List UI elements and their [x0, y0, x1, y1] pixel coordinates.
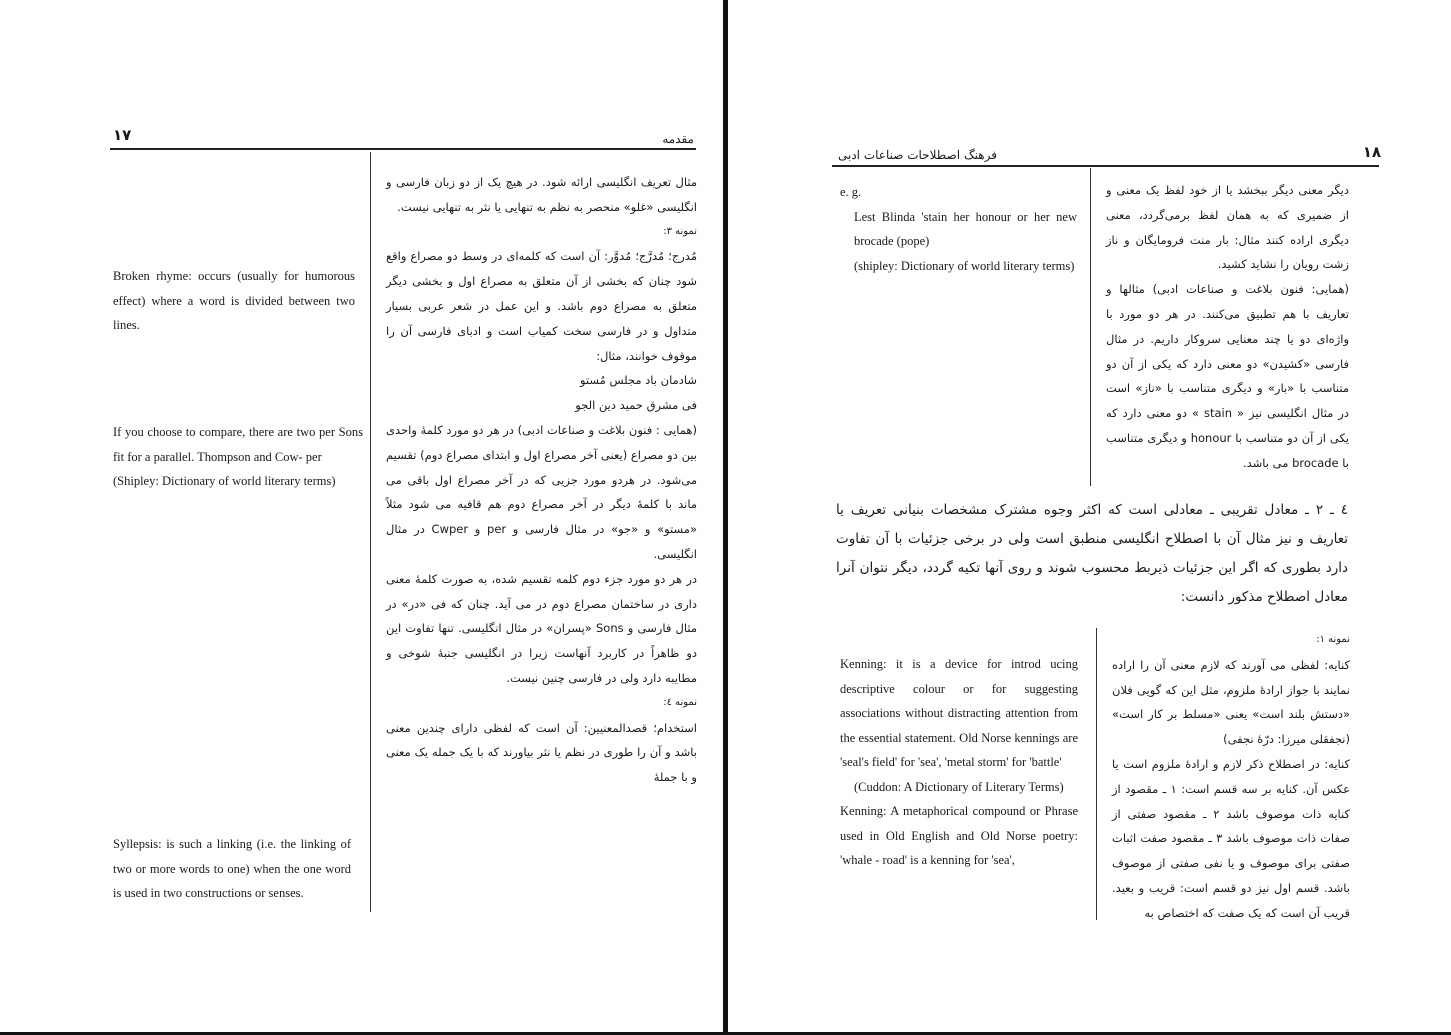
section-paragraph: ٤ ـ ۲ ـ معادل تقریبی ـ معادلی است که اکثر وجوه مشترک مشخصات بنیانی تعریف یا تعاریف و نیز مثال آن با اصطلاح انگلیسی منطبق است ولی در برخی جزئیات با آن تفاوت دارد بطوری که اگر این جزئیات ذیربط محسوب شوند و روی آنها تکیه گردد، دیگر نتوان آنرا معادل اصطلاح مذکور دانست: [836, 502, 1348, 605]
running-head: مقدمه [662, 132, 694, 146]
english-example: Lest Blinda 'stain her honour or her new brocade (pope) [854, 209, 1077, 248]
persian-paragraph: (همایی : فنون بلاغت و صناعات ادبی) در هر دو مورد کلمهٔ واحدی بین دو مصراع (یعنی آخر مصراع اول و ابتدای مصراع دوم) تقسیم می‌شود. در هردو مورد جزیی که در آخر مصراع اول باقی می ماند با کلمهٔ دیگر در آخر مصراع دوم هم قافیه می شود مثلاً «مستو» و «جو» در مثال فارسی و per و Cwper در مثال انگلیسی. [386, 422, 697, 561]
page-number: ۱۷ [113, 126, 132, 144]
header-rule [832, 165, 1379, 167]
persian-paragraph: مُدرج؛ مُدرَّج؛ مُدوَّر: آن است که کلمه‌ای در وسط دو مصراع واقع شود چنان که بخشی از آن متعلق به مصراع اول و بخشی دیگر متعلق به مصراع دوم باشد. و این عمل در شعر عربی بسیار متداول و در فارسی سخت کمیاب است و ادبای فارسی آن را موقوف خوانند، مثال: [386, 249, 697, 363]
verse-line: فی مشرق حمید دین الجو [575, 398, 697, 413]
persian-paragraph: کنایه: لفظی می آورند که لازم معنی آن را اراده نمایند با جواز ارادهٔ ملزوم، مثل این که گویی فلان «دستش بلند است» یعنی «مسلط بر کار است» (نجفقلی میرزا: درّهٔ نجفی) [1112, 657, 1350, 747]
verse-line: شادمان باد مجلس مُستو [579, 373, 697, 388]
english-notes-column [113, 420, 363, 494]
persian-top-column [1106, 178, 1349, 476]
english-note: Kenning: A metaphorical compound or Phrase used in Old English and Old Norse poetry: 'whale - road' is a kenning for 'sea', [840, 804, 1078, 867]
english-line: e. g. [840, 185, 862, 199]
left-page [0, 0, 724, 1035]
persian-paragraph: (همایی: فنون بلاغت و صناعات ادبی) مثالها و تعاریف با هم تطبیق می‌کنند. در هر دو مورد با واژه‌ای دو یا چند معنایی سروکار داریم. در مثال فارسی «کشیدن» دو معنی دارد که یکی از آن دو متناسب با «بار» و دیگری متناسب با «ناز» است در مثال انگلیسی نیز « stain » دو معنی دارد که یکی از آن دو متناسب با honour و دیگری متناسب با brocade می باشد. [1106, 282, 1349, 470]
english-top-column [840, 180, 1077, 278]
english-citation: (Cuddon: A Dictionary of Literary Terms) [854, 779, 1064, 794]
english-note: If you choose to compare, there are two per Sons fit for a parallel. Thompson and Cow- per [113, 425, 363, 464]
english-note: Broken rhyme: occurs (usually for humorous effect) where a word is divided between two lines. [113, 269, 355, 332]
english-notes-column [113, 264, 355, 338]
column-divider [370, 152, 371, 912]
example-label: نمونه ۱: [1316, 634, 1350, 645]
english-citation: (Shipley: Dictionary of world literary terms) [113, 474, 336, 488]
full-width-paragraph [836, 496, 1348, 612]
persian-column [386, 170, 697, 790]
page-number: ۱۸ [1362, 143, 1381, 161]
right-page [728, 0, 1451, 1035]
example-label: نمونه ٤: [663, 696, 697, 708]
header-rule [110, 148, 696, 150]
running-head: فرهنگ اصطلاحات صناعات ادبی [838, 148, 997, 162]
persian-paragraph: دیگر معنی دیگر ببخشد یا از خود لفظ یک معنی و از ضمیری که به همان لفظ برمی‌گردد، معنی دیگری اراده کنند مثال: بار منت فرومایگان و ناز زشت رویان را نشاید کشید. [1106, 183, 1349, 272]
example-label: نمونه ۳: [663, 225, 697, 237]
english-note: Syllepsis: is such a linking (i.e. the linking of two or more words to one) when the one word is used in two constructions or senses. [113, 837, 351, 900]
persian-paragraph: استخدام؛ قصدالمعنیین: آن است که لفظی دارای چندین معنی باشد و آن را طوری در نظم یا نثر بیاورند که با یک جمله یک معنی و با جملهٔ [386, 720, 697, 785]
persian-paragraph: در هر دو مورد جزء دوم کلمه تقسیم شده، به صورت کلمهٔ معنی داری در ساختمان مصراع دوم در می آید. چنان که فی «در» در مثال فارسی و Sons «پسران» در مثال انگلیسی. تنها تفاوت این دو ظاهراً در کاربرد آنهاست زیرا در انگلیسی جنبهٔ شوخی و مطایبه دارد ولی در فارسی چنین نیست. [386, 571, 697, 685]
persian-paragraph: مثال تعریف انگلیسی ارائه شود. در هیچ یک از دو زبان فارسی و انگلیسی «غلو» منحصر به نظم به تنهایی یا نثر به تنهایی نیست. [386, 175, 697, 214]
column-divider [1096, 628, 1097, 920]
english-notes-column [113, 832, 351, 906]
persian-paragraph: کنایه: در اصطلاح ذکر لازم و ارادهٔ ملزوم است یا عکس آن. کنایه بر سه قسم است: ۱ ـ مقصود از کنایه ذات موصوف باشد ۲ ـ مقصود صفتی از صفات ذات موصوف باشد ۳ ـ مقصود صفت اثبات صفتی برای موصوف و یا نفی صفتی از موصوف باشد. قسم اول نیز دو قسم است: قریب و بعید. قریب آن است که یک صفت که اختصاص به [1112, 756, 1351, 920]
english-note: Kenning: it is a device for introd ucing descriptive colour or for suggesting associations without distracting attention from the essential statement. Old Norse kennings are 'seal's field' for 'sea', 'metal storm' for 'battle' [840, 657, 1078, 769]
english-citation: (shipley: Dictionary of world literary terms) [854, 258, 1075, 273]
english-bottom-column [840, 652, 1078, 873]
column-divider [1090, 168, 1091, 486]
persian-bottom-column [1112, 628, 1350, 926]
